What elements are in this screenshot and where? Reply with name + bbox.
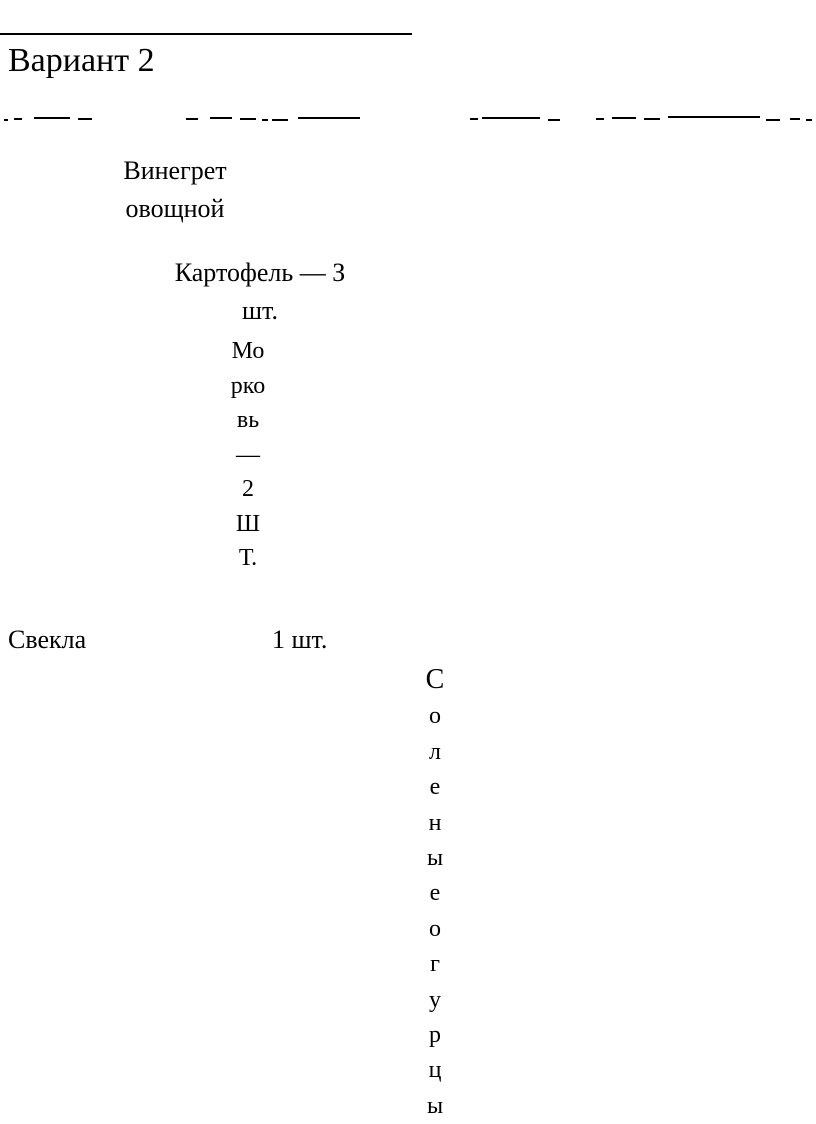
- pickles-letter: г: [430, 951, 440, 978]
- pickles-letter: у: [429, 986, 441, 1013]
- pickles-letter: о: [429, 915, 441, 942]
- pickles-letter: е: [429, 774, 441, 801]
- recipe-title: Винегрет овощной: [123, 156, 227, 223]
- pickles-letter: ы: [426, 1092, 444, 1119]
- carrot-fragment: Мо: [231, 338, 265, 364]
- pickles-letter: н: [428, 809, 442, 836]
- top-rule: [0, 33, 412, 35]
- carrot-fragment: вь: [236, 407, 260, 433]
- ingredient-carrot: [218, 334, 278, 576]
- carrot-fragment: рко: [230, 372, 266, 399]
- ingredient-beet: [8, 620, 408, 660]
- ingredient-pickles: [418, 662, 452, 1124]
- scan-artifact-line: [0, 112, 816, 126]
- ingredient-potato: Картофель — З шт.: [174, 258, 346, 325]
- pickles-letter: л: [429, 738, 441, 765]
- variant-title: Вариант 2: [8, 42, 155, 79]
- carrot-fragment: 2: [242, 476, 254, 502]
- pickles-letter: р: [429, 1022, 441, 1049]
- pickles-letter: е: [429, 880, 441, 907]
- pickles-letter: ы: [426, 845, 444, 872]
- pickles-letter: С: [425, 664, 445, 695]
- carrot-fragment: Т.: [238, 545, 258, 571]
- beet-quantity: 1 шт.: [272, 625, 328, 654]
- pickles-letter: ц: [428, 1057, 442, 1084]
- carrot-fragment: Ш: [235, 510, 261, 537]
- pickles-letter: о: [429, 703, 441, 730]
- carrot-fragment: —: [236, 441, 260, 468]
- beet-name: Свекла: [8, 625, 87, 654]
